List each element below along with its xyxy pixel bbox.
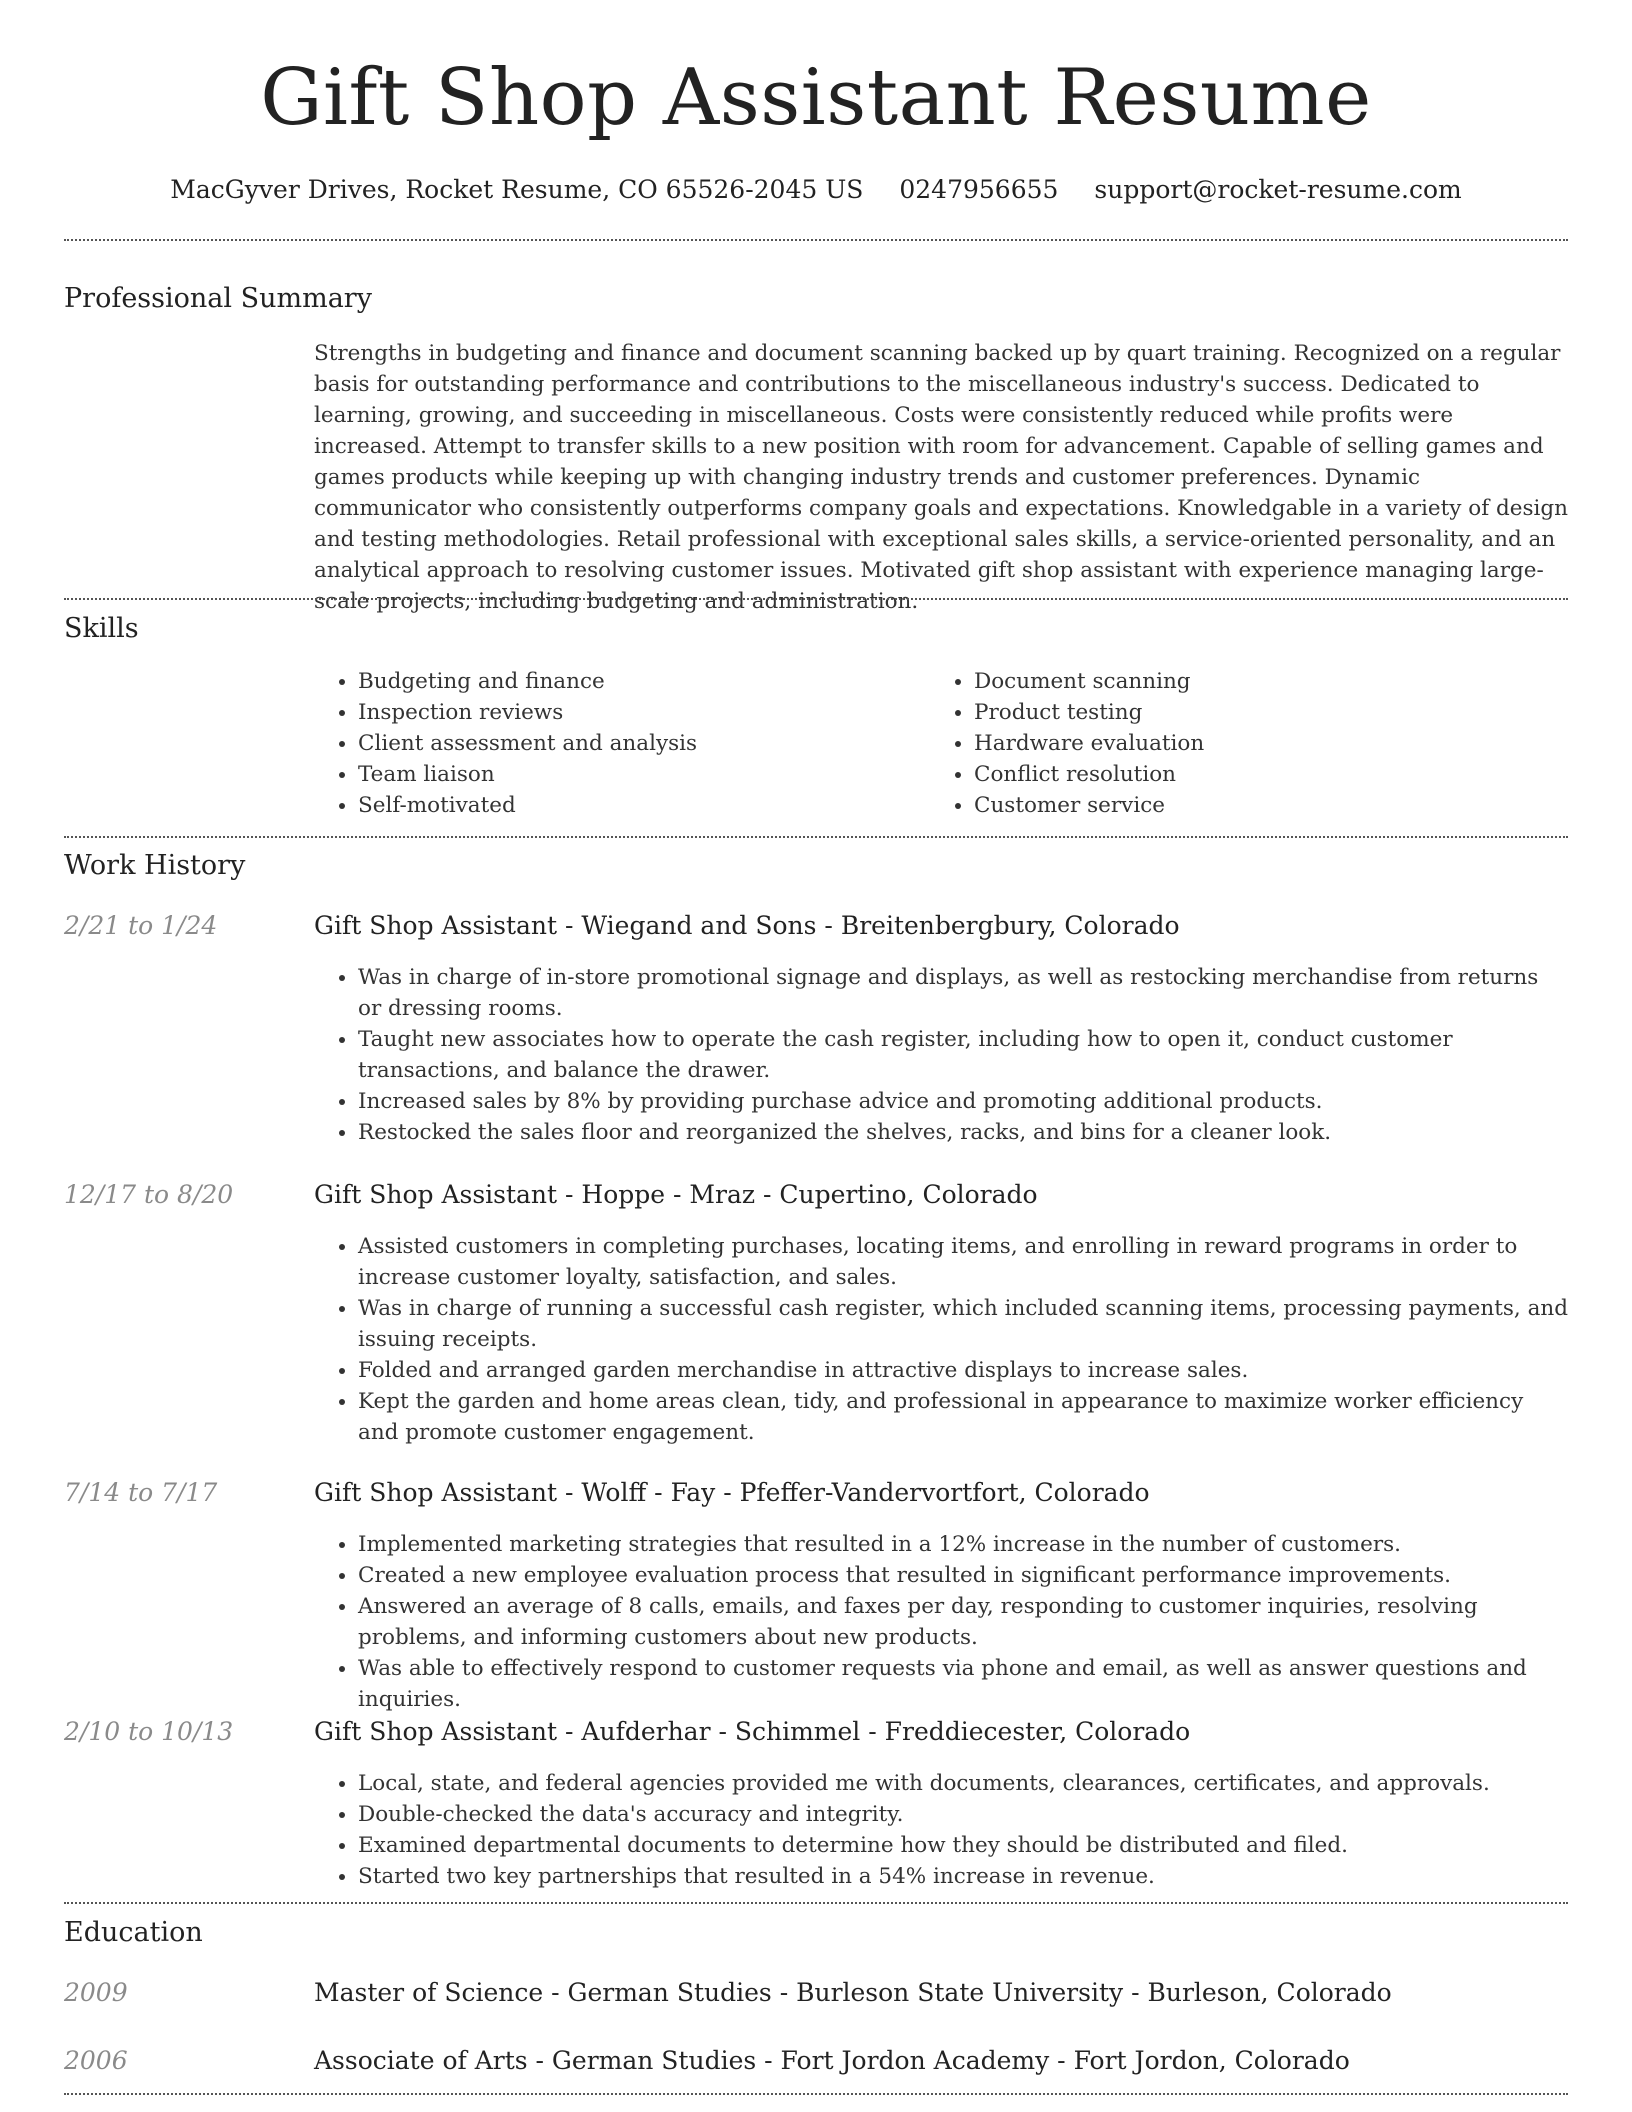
job-bullet: • Implemented marketing strategies that resulted in a 12% increase in the number of customers. xyxy=(358,1529,1568,1560)
job-bullets xyxy=(314,1231,1568,1448)
job-title: Gift Shop Assistant - Wiegand and Sons - Breitenbergbury, Colorado xyxy=(314,911,1180,940)
job-bullet: • Examined departmental documents to determine how they should be distributed and filed. xyxy=(358,1830,1568,1861)
section-divider xyxy=(64,2093,1568,2095)
skill-item: • Document scanning xyxy=(974,666,1546,697)
job-bullet: • Local, state, and federal agencies provided me with documents, clearances, certificates, and approvals. xyxy=(358,1768,1568,1799)
job-bullet: • Created a new employee evaluation process that resulted in significant performance improvements. xyxy=(358,1560,1568,1591)
job-bullets xyxy=(314,1768,1568,1892)
section-divider xyxy=(64,836,1568,838)
skill-item: • Customer service xyxy=(974,790,1546,821)
job-bullets xyxy=(314,1529,1568,1715)
job-bullet: • Folded and arranged garden merchandise in attractive displays to increase sales. xyxy=(358,1355,1568,1386)
job-bullet: • Started two key partnerships that resulted in a 54% increase in revenue. xyxy=(358,1861,1568,1892)
skill-item: • Team liaison xyxy=(358,759,930,790)
job-bullet: • Was in charge of running a successful cash register, which included scanning items, processing payments, and issuing receipts. xyxy=(358,1293,1568,1355)
section-divider xyxy=(64,598,1568,600)
job-dates: 2/21 to 1/24 xyxy=(64,911,218,940)
education-degree: Master of Science - German Studies - Burleson State University - Burleson, Colorado xyxy=(314,1978,1392,2007)
job-bullets xyxy=(314,962,1568,1148)
skills-list xyxy=(314,666,1568,821)
skill-item: • Product testing xyxy=(974,697,1546,728)
job-title: Gift Shop Assistant - Hoppe - Mraz - Cupertino, Colorado xyxy=(314,1180,1038,1209)
skills-heading: Skills xyxy=(64,613,139,644)
job-dates: 7/14 to 7/17 xyxy=(64,1478,218,1507)
education-degree: Associate of Arts - German Studies - Fort Jordon Academy - Fort Jordon, Colorado xyxy=(314,2046,1350,2075)
skills-column-right xyxy=(930,666,1546,821)
education-year: 2009 xyxy=(64,1978,128,2007)
work-heading: Work History xyxy=(64,850,246,881)
contact-phone: 0247956655 xyxy=(899,175,1059,204)
job-dates: 2/10 to 10/13 xyxy=(64,1717,234,1746)
summary-section xyxy=(314,338,1568,617)
summary-text: Strengths in budgeting and finance and document scanning backed up by quart training. Recognized on a regular basis for outstanding performance and contributions to the miscellaneous industry's success. Dedicated to learning, growing, and succeeding in miscellaneous. Costs were consistently reduced while profits were increased. Attempt to transfer skills to a new position with room for advancement. Capable of selling games and games products while keeping up with changing industry trends and customer preferences. Dynamic communicator who consistently outperforms company goals and expectations. Knowledgable in a variety of design and testing methodologies. Retail professional with exceptional sales skills, a service-oriented personality, and an analytical approach to resolving customer issues. Motivated gift shop assistant with experience managing large-scale projects, including budgeting and administration. xyxy=(314,341,1568,614)
skill-item: • Budgeting and finance xyxy=(358,666,930,697)
skill-item: • Hardware evaluation xyxy=(974,728,1546,759)
education-year: 2006 xyxy=(64,2046,128,2075)
job-bullet: • Was in charge of in-store promotional signage and displays, as well as restocking merchandise from returns or dressing rooms. xyxy=(358,962,1568,1024)
skills-column-left xyxy=(314,666,930,821)
section-divider xyxy=(64,239,1568,241)
skill-item: • Conflict resolution xyxy=(974,759,1546,790)
skill-item: • Inspection reviews xyxy=(358,697,930,728)
summary-heading: Professional Summary xyxy=(64,283,372,314)
contact-address: MacGyver Drives, Rocket Resume, CO 65526-2045 US xyxy=(170,175,864,204)
contact-email: support@rocket-resume.com xyxy=(1094,175,1462,204)
contact-line xyxy=(0,170,1632,210)
education-heading: Education xyxy=(64,1917,203,1948)
job-bullet: • Answered an average of 8 calls, emails, and faxes per day, responding to customer inquiries, resolving problems, and informing customers about new products. xyxy=(358,1591,1568,1653)
job-title: Gift Shop Assistant - Wolff - Fay - Pfeffer-Vandervortfort, Colorado xyxy=(314,1478,1150,1507)
section-divider xyxy=(64,1902,1568,1904)
resume-title: Gift Shop Assistant Resume xyxy=(260,53,1372,143)
job-title: Gift Shop Assistant - Aufderhar - Schimmel - Freddiecester, Colorado xyxy=(314,1717,1191,1746)
job-bullet: • Taught new associates how to operate the cash register, including how to open it, conduct customer transactions, and balance the drawer. xyxy=(358,1024,1568,1086)
job-bullet: • Restocked the sales floor and reorganized the shelves, racks, and bins for a cleaner look. xyxy=(358,1117,1568,1148)
job-bullet: • Was able to effectively respond to customer requests via phone and email, as well as answer questions and inquiries. xyxy=(358,1653,1568,1715)
job-bullet: • Increased sales by 8% by providing purchase advice and promoting additional products. xyxy=(358,1086,1568,1117)
job-bullet: • Kept the garden and home areas clean, tidy, and professional in appearance to maximize worker efficiency and promote customer engagement. xyxy=(358,1386,1568,1448)
skill-item: • Self-motivated xyxy=(358,790,930,821)
job-bullet: • Double-checked the data's accuracy and integrity. xyxy=(358,1799,1568,1830)
job-dates: 12/17 to 8/20 xyxy=(64,1180,234,1209)
skill-item: • Client assessment and analysis xyxy=(358,728,930,759)
job-bullet: • Assisted customers in completing purchases, locating items, and enrolling in reward programs in order to increase customer loyalty, satisfaction, and sales. xyxy=(358,1231,1568,1293)
